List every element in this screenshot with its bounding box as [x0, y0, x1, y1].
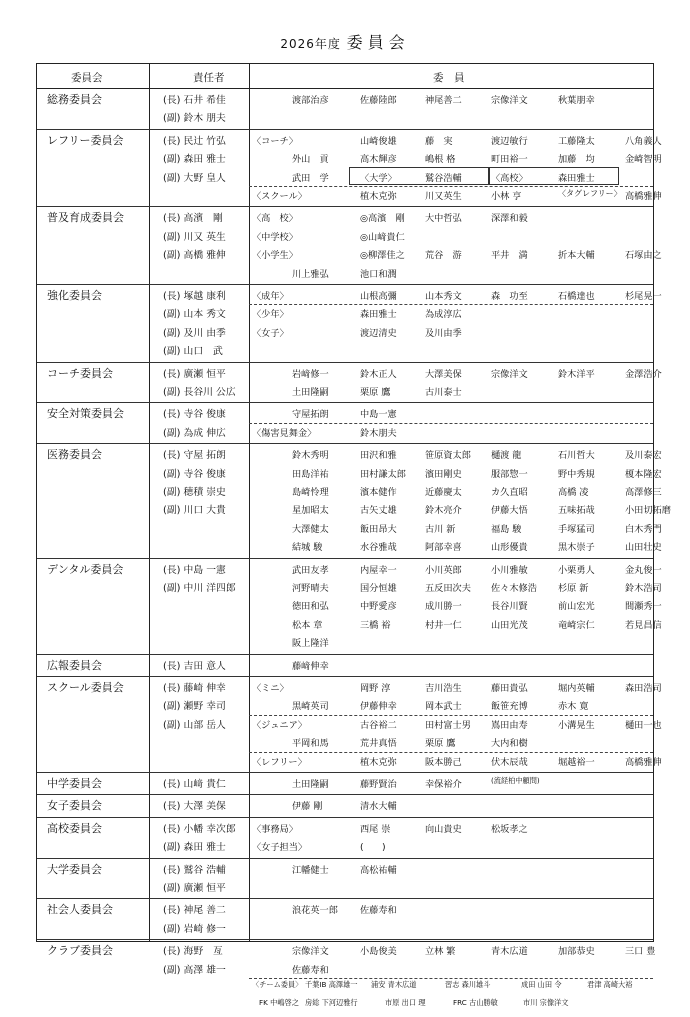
chief-entry: (長) 鷲谷 浩輔: [163, 864, 226, 876]
member-name: 伏木辰哉: [491, 756, 528, 768]
member-name: 樋田一也: [625, 719, 662, 731]
member-name: 田村謙太郎: [360, 468, 406, 480]
chief-entry: (副) 森田 雅士: [163, 154, 226, 166]
member-name: 成田 山田 令: [521, 979, 562, 989]
member-name: 渡部治彦: [292, 95, 329, 106]
member-name: 伊藤伸幸: [360, 701, 397, 713]
chief-entry: (長) 山﨑 貴仁: [163, 779, 226, 790]
member-name: 金崎智明: [625, 154, 662, 166]
committee-section: [37, 402, 653, 444]
member-name: 伊藤大悟: [491, 505, 528, 517]
dashed-divider: [249, 304, 653, 305]
chief-entry: (副) 森田 雅士: [163, 842, 226, 854]
member-name: 山崎俊雄: [360, 135, 397, 147]
member-name: 金丸俊一: [625, 564, 662, 576]
member-name: 岡野 淳: [360, 683, 391, 694]
member-name: 君津 高崎大裕: [587, 979, 633, 989]
committee-name: 中学委員会: [47, 777, 102, 790]
member-name: 笹原資太郎: [425, 450, 471, 462]
member-name: 五味拓哉: [558, 505, 595, 517]
member-name: 藤野賢治: [360, 779, 397, 790]
chief-entry: (長) 大澤 美保: [163, 801, 226, 813]
chief-entry: (長) 吉田 意人: [163, 660, 226, 672]
chief-entry: (長) 高濱 剛: [163, 213, 223, 225]
member-name: 若見昌信: [625, 619, 662, 631]
member-name: 武田 学: [292, 172, 329, 184]
member-name: 三橋 裕: [360, 619, 391, 631]
member-name: 古川 新: [425, 523, 456, 535]
member-name: 吉川浩生: [425, 683, 462, 694]
member-name: 岡本武士: [425, 701, 462, 713]
member-name: 平井 満: [491, 250, 528, 262]
member-name: 高松祐輔: [360, 864, 397, 876]
member-name: 白木秀門: [625, 523, 662, 535]
member-name: 山根高彌: [360, 291, 397, 302]
team-entry: FK 中嶋啓之: [259, 998, 299, 1008]
chief-entry: (副) 為成 伸広: [163, 427, 226, 439]
member-name: 山田壮史: [625, 542, 662, 554]
member-name: 小栗勇人: [558, 564, 595, 576]
member-category: 〈レフリー〉: [252, 756, 307, 768]
committee-name: 強化委員会: [47, 289, 102, 302]
member-name: 為成淳広: [425, 309, 462, 321]
member-name: 及川由季: [425, 327, 462, 339]
chief-entry: (副) 穂積 崇史: [163, 486, 226, 498]
member-name: カ久直昭: [491, 486, 528, 498]
university-box: [349, 167, 489, 185]
committee-name: 女子委員会: [47, 799, 102, 813]
chief-entry: (副) 高澤 雄一: [163, 964, 226, 976]
committee-name: スクール委員会: [47, 681, 124, 694]
member-name: 深澤和毅: [491, 213, 528, 225]
member-name: 山本秀文: [425, 291, 462, 302]
member-name: 島崎怜理: [292, 486, 329, 498]
committee-name: 医務委員会: [47, 448, 102, 462]
member-name: 土田隆嗣: [292, 779, 329, 790]
title-year: 2026年度: [280, 37, 341, 51]
member-name: 五反田次夫: [425, 582, 471, 594]
member-name: 加藤 均: [558, 154, 595, 166]
member-name: 赤木 寛: [558, 701, 589, 713]
member-name: 植木克弥: [360, 190, 397, 202]
member-name: 嶋根 格: [425, 154, 456, 166]
committee-section: [37, 676, 662, 773]
member-name: 杉原 新: [558, 582, 589, 594]
member-name: 松坂孝之: [491, 823, 528, 835]
member-name: 鈴木亮介: [425, 505, 462, 517]
member-name: 青木広道: [491, 946, 528, 958]
chief-entry: (長) 藤崎 伸幸: [163, 683, 226, 694]
member-category: 〈スクール〉: [252, 190, 307, 202]
chief-entry: (長) 海野 亙: [163, 946, 223, 958]
chief-entry: (副) 高橋 雅伸: [163, 250, 226, 262]
member-name: 〈タグレフリー〉: [558, 188, 622, 198]
table-header: [37, 64, 653, 89]
member-name: 黒崎英司: [292, 701, 329, 713]
member-name: 徳田和弘: [292, 601, 329, 613]
member-name: 佐藤寿和: [292, 964, 329, 976]
member-name: 高澤修三: [625, 486, 662, 498]
member-name: 市川 宗像洋文: [523, 998, 569, 1008]
committee-section: [37, 88, 653, 130]
member-name: 宗像洋文: [491, 95, 528, 106]
member-name: 中島一憲: [360, 409, 397, 421]
member-name: 国分恒雄: [360, 582, 397, 594]
member-name: 間瀬秀一: [625, 601, 662, 613]
member-name: 市原 出口 理: [385, 998, 426, 1008]
committee-section: [37, 898, 653, 940]
member-category: 〈少年〉: [252, 309, 289, 321]
member-name: 大内和樹: [491, 738, 528, 750]
member-name: 秋葉朋幸: [558, 95, 595, 106]
committee-section: [37, 284, 662, 363]
member-name: FRC 古山勝敏: [453, 998, 498, 1008]
member-category: 〈ジュニア〉: [252, 719, 307, 731]
committee-name: 社会人委員会: [47, 903, 113, 917]
committee-name: 大学委員会: [47, 862, 102, 876]
member-name: 鷲谷浩輔: [425, 172, 462, 184]
dashed-divider: [249, 423, 653, 424]
committee-section: [37, 654, 653, 677]
member-name: 大澤健太: [292, 523, 329, 535]
member-name: 宗像洋文: [491, 368, 528, 380]
member-name: 飯笹充博: [491, 701, 528, 713]
member-category: 〈小学生〉: [252, 250, 298, 262]
committee-name: コーチ委員会: [47, 366, 113, 380]
member-name: 古谷裕二: [360, 719, 397, 731]
member-name: ◎高濱 剛: [360, 213, 405, 225]
chief-entry: (長) 小幡 幸次郎: [163, 823, 236, 835]
member-name: 阪本勝己: [425, 756, 462, 768]
member-name: 浦安 青木広道: [371, 979, 417, 989]
member-name: 伊藤 剛: [292, 801, 323, 813]
member-name: 田島洋祐: [292, 468, 329, 480]
member-name: 金澤浩介: [625, 368, 662, 380]
member-name: 手塚猛司: [558, 523, 595, 535]
member-name: 結城 駿: [292, 542, 323, 554]
member-category: 〈ミニ〉: [252, 683, 289, 694]
member-name: 森田雅士: [558, 172, 595, 184]
member-name: 荒井真悟: [360, 738, 397, 750]
member-name: 鈴木正人: [360, 368, 397, 380]
member-name: 西尾 崇: [360, 823, 391, 835]
member-name: 大中哲弘: [425, 213, 462, 225]
member-name: 〈高校〉: [491, 172, 528, 184]
member-category: 〈女子〉: [252, 327, 289, 339]
chief-entry: (副) 川又 英生: [163, 231, 226, 243]
chief-entry: (副) 山部 岳人: [163, 719, 226, 731]
chief-entry: (長) 中島 一憲: [163, 564, 226, 576]
chief-entry: (副) 山口 武: [163, 346, 223, 358]
committee-section: [37, 939, 656, 1017]
dashed-divider: [249, 715, 653, 716]
member-name: 川上雅弘: [292, 268, 329, 280]
committee-name: 安全対策委員会: [47, 407, 124, 421]
member-name: 高橋 凌: [558, 486, 589, 498]
member-name: ( ): [360, 842, 386, 854]
member-name: 渡辺敏行: [491, 135, 528, 147]
member-name: 堀越裕一: [558, 756, 595, 768]
chief-entry: (副) 及川 由季: [163, 327, 226, 339]
chief-entry: (副) 中川 洋四郎: [163, 582, 236, 594]
chief-entry: (長) 神尾 善二: [163, 905, 226, 917]
chief-entry: (副) 山本 秀文: [163, 309, 226, 321]
chief-entry: (長) 塚越 康利: [163, 291, 226, 302]
chief-entry: (副) 長谷川 公広: [163, 386, 236, 398]
chief-entry: (副) 岩崎 修一: [163, 923, 226, 935]
member-name: 阿部幸喜: [425, 542, 462, 554]
member-name: 内屋幸一: [360, 564, 397, 576]
member-name: 町田裕一: [491, 154, 528, 166]
member-category: 〈事務局〉: [252, 823, 298, 835]
chief-entry: (副) 大野 皇人: [163, 172, 226, 184]
member-name: 竜崎宗仁: [558, 619, 595, 631]
member-name: 前山宏光: [558, 601, 595, 613]
member-name: 濱本健作: [360, 486, 397, 498]
chief-entry: (長) 民辻 竹弘: [163, 135, 226, 147]
committee-section: [37, 858, 653, 900]
member-name: 渡辺清史: [360, 327, 397, 339]
member-name: 森田浩司: [625, 683, 662, 694]
committee-section: [37, 443, 671, 558]
member-name: 栗原 鷹: [425, 738, 456, 750]
member-name: 折本大輔: [558, 250, 595, 262]
member-name: 房総 下河辺雅行: [305, 998, 358, 1008]
member-name: 土田隆嗣: [292, 386, 329, 398]
member-category: 〈高 校〉: [252, 213, 298, 225]
member-name: 三口 豊: [625, 946, 656, 958]
committee-section: [37, 129, 662, 208]
member-name: 近藤慶太: [425, 486, 462, 498]
member-name: 小溝晃生: [558, 719, 595, 731]
chief-entry: (長) 石井 希佳: [163, 95, 226, 106]
title-main: 委員会: [346, 33, 410, 52]
member-category: 〈成年〉: [252, 291, 289, 302]
committee-name: デンタル委員会: [47, 562, 124, 576]
member-name: 藤田貴弘: [491, 683, 528, 694]
member-name: 高橋雅伸: [625, 190, 662, 202]
member-name: 川又英生: [425, 190, 462, 202]
member-name: 神尾善二: [425, 95, 462, 106]
member-name: 鈴木秀明: [292, 450, 329, 462]
member-name: 八角義人: [625, 135, 662, 147]
committee-section: [37, 772, 653, 795]
member-name: 岩﨑修一: [292, 368, 329, 380]
member-name: ◎柳澤佳之: [360, 250, 405, 262]
member-name: 武田友孝: [292, 564, 329, 576]
member-name: 鈴木洋平: [558, 368, 595, 380]
committee-section: [37, 794, 653, 817]
member-category: 〈チーム委員〉: [252, 979, 303, 989]
member-name: 佐藤寿和: [360, 905, 397, 917]
member-name: 及川泰宏: [625, 450, 662, 462]
member-name: 河野晴夫: [292, 582, 329, 594]
member-name: 阪上隆洋: [292, 638, 329, 650]
member-name: 石橋達也: [558, 291, 595, 302]
member-name: 山田光茂: [491, 619, 528, 631]
member-name: 小林 亨: [491, 190, 522, 202]
member-name: 小川雅敏: [491, 564, 528, 576]
chief-entry: (長) 寺谷 俊康: [163, 409, 226, 421]
committee-name: 高校委員会: [47, 821, 102, 835]
member-name: 立林 繁: [425, 946, 456, 958]
member-name: 高橋雅伸: [625, 756, 662, 768]
member-name: 山形優貴: [491, 542, 528, 554]
chief-entry: (副) 廣瀬 恒平: [163, 882, 226, 894]
chief-entry: (副) 鈴木 朋夫: [163, 113, 226, 125]
chief-entry: (長) 守屋 拓朗: [163, 450, 226, 462]
committee-name: 普及育成委員会: [47, 211, 124, 225]
member-name: 古川泰士: [425, 386, 462, 398]
member-name: 向山貴史: [425, 823, 462, 835]
member-name: 田沢和雅: [360, 450, 397, 462]
member-name: 村井一仁: [425, 619, 462, 631]
member-name: 成川勝一: [425, 601, 462, 613]
header-committee: 委員会: [71, 72, 103, 84]
member-name: 濱田剛史: [425, 468, 462, 480]
member-name: 植木克弥: [360, 756, 397, 768]
member-category: 〈傷害見舞金〉: [252, 427, 317, 439]
chief-entry: (副) 川口 大貴: [163, 505, 226, 517]
chief-entry: (副) 寺谷 俊康: [163, 468, 226, 480]
chief-entry: (副) 瀬野 幸司: [163, 701, 226, 713]
member-name: 森 功至: [491, 291, 528, 302]
header-members: 委 員: [433, 72, 465, 84]
member-name: 鈴木浩司: [625, 582, 662, 594]
member-name: 江幡健士: [292, 864, 329, 876]
committee-section: [37, 206, 662, 285]
member-name: 服部惣一: [491, 468, 528, 480]
member-name: 中野愛彦: [360, 601, 397, 613]
member-category: 〈中学校〉: [252, 231, 298, 243]
member-name: 小島俊美: [360, 946, 397, 958]
member-name: 福島 駿: [491, 523, 522, 535]
dashed-divider: [249, 752, 653, 753]
member-name: 浪花英一郎: [292, 905, 338, 917]
page-title: [0, 30, 690, 53]
member-name: 鈴木朋夫: [360, 427, 397, 439]
member-name: 外山 貢: [292, 154, 329, 166]
member-name: 藤﨑伸幸: [292, 660, 329, 672]
member-name: 杉尾晃一: [625, 291, 662, 302]
member-name: 〈大学〉: [360, 172, 397, 184]
member-name: 飯田昂大: [360, 523, 397, 535]
member-name: 古矢丈雄: [360, 505, 397, 517]
member-name: 加部恭史: [558, 946, 595, 958]
member-name: 黒木崇子: [558, 542, 595, 554]
header-chief: 責任者: [193, 72, 225, 84]
member-name: 水谷雅哉: [360, 542, 397, 554]
committee-name: レフリー委員会: [47, 133, 124, 147]
member-name: 田村富士男: [425, 719, 471, 731]
member-name: 長谷川賢: [491, 601, 528, 613]
member-name: 工藤隆太: [558, 135, 595, 147]
member-name: 佐々木修浩: [491, 582, 537, 594]
dashed-divider: [249, 978, 653, 979]
member-name: 藤 実: [425, 135, 453, 147]
member-name: 荒谷 游: [425, 250, 462, 262]
member-name: 星加昭太: [292, 505, 329, 517]
member-name: 大澤美保: [425, 368, 462, 380]
member-name: 堀内英輔: [558, 683, 595, 694]
member-name: ◎山﨑貴仁: [360, 231, 405, 243]
member-name: 守屋拓朗: [292, 409, 329, 421]
committee-table: [36, 63, 671, 1008]
member-name: 嶌田由寿: [491, 719, 528, 731]
committee-name: 広報委員会: [47, 658, 102, 672]
member-name: 清水大輔: [360, 801, 397, 813]
member-name: 宗像洋文: [292, 946, 329, 958]
member-name: 小田切拓磨: [625, 505, 671, 517]
committee-section: [37, 558, 662, 655]
member-name: 樋渡 龍: [491, 450, 522, 462]
member-name: 千葉IB 高澤雄一: [305, 979, 358, 989]
member-name: 池口和潤: [360, 268, 397, 280]
committee-name: 総務委員会: [47, 93, 102, 106]
committee-section: [37, 817, 653, 859]
member-name: (流経柏中顧問): [491, 776, 540, 785]
member-name: 習志 森川雄斗: [445, 979, 491, 989]
committee-name: クラブ委員会: [47, 944, 113, 958]
member-name: 小川英郎: [425, 564, 462, 576]
member-name: 平岡和馬: [292, 738, 329, 750]
chief-entry: (長) 廣瀬 恒平: [163, 368, 226, 380]
member-name: 佐藤陸郎: [360, 95, 397, 106]
member-name: 高木輝彦: [360, 154, 397, 166]
member-category: 〈コーチ〉: [252, 135, 298, 147]
member-name: 森田雅士: [360, 309, 397, 321]
dashed-divider: [249, 186, 653, 187]
high-school-box: [489, 167, 619, 185]
member-name: 幸保裕介: [425, 779, 462, 790]
member-name: 栗原 鷹: [360, 386, 391, 398]
member-name: 石川哲大: [558, 450, 595, 462]
member-name: 野中秀規: [558, 468, 595, 480]
member-name: 松本 章: [292, 619, 323, 631]
committee-section: [37, 362, 662, 404]
member-category: 〈女子担当〉: [252, 842, 308, 854]
member-name: 榎本隆宏: [625, 468, 662, 480]
member-name: 石塚由之: [625, 250, 662, 262]
